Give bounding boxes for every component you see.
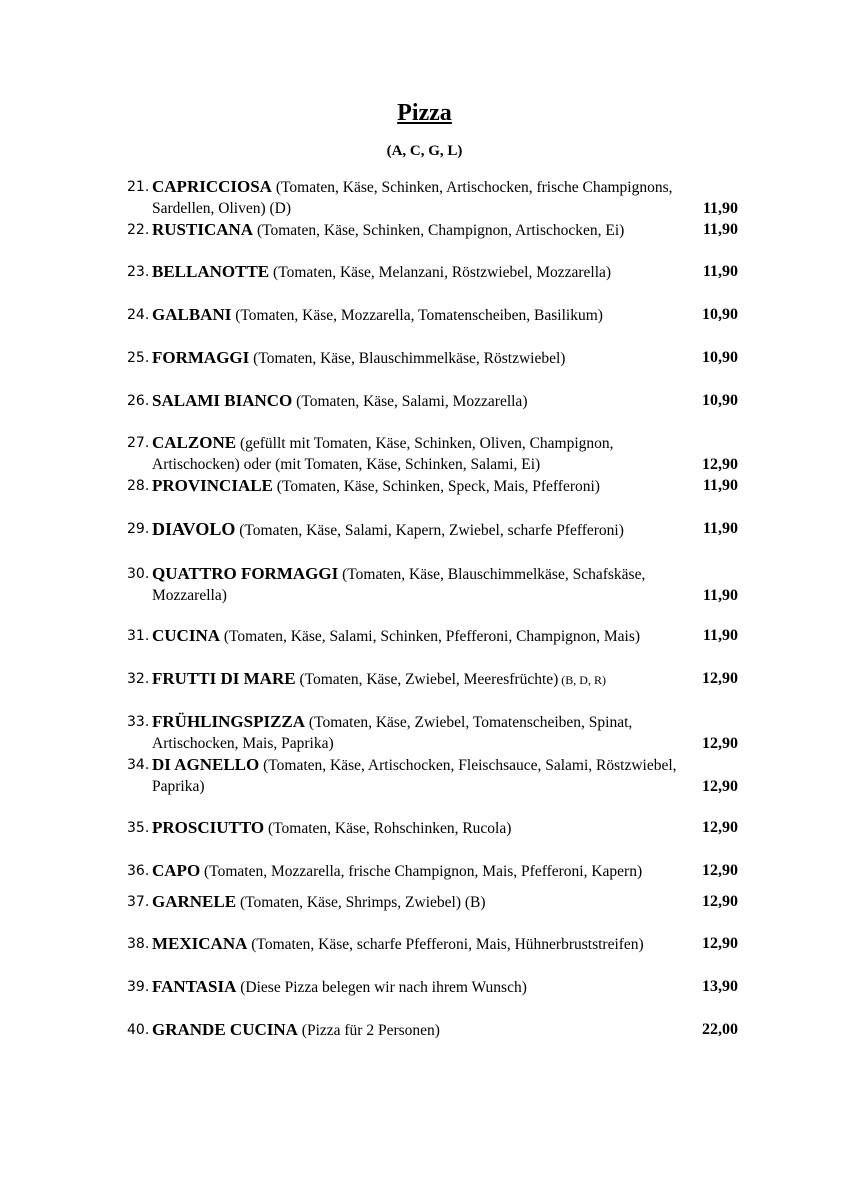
item-description: (Diese Pizza belegen wir nach ihrem Wunsch) bbox=[236, 979, 527, 996]
item-description: (Tomaten, Käse, Schinken, Speck, Mais, Pfefferoni) bbox=[272, 478, 600, 495]
item-name: PROSCIUTTO bbox=[152, 818, 265, 837]
item-name: CALZONE bbox=[152, 433, 237, 452]
item-price: 22,00 bbox=[700, 1019, 738, 1041]
item-price: 12,90 bbox=[700, 817, 738, 839]
item-name: CUCINA bbox=[152, 626, 220, 645]
item-number: 39. bbox=[127, 979, 150, 995]
item-price: 10,90 bbox=[700, 304, 738, 326]
item-name: GRANDE CUCINA bbox=[152, 1020, 298, 1039]
item-price: 12,90 bbox=[700, 733, 738, 755]
item-description-cont: Mozzarella) bbox=[152, 587, 227, 604]
item-name: FORMAGGI bbox=[152, 348, 250, 367]
item-price: 12,90 bbox=[700, 891, 738, 913]
item-number: 23. bbox=[127, 264, 150, 280]
item-description: (Tomaten, Käse, Schinken, Artischocken, frische Champignons, bbox=[271, 179, 673, 196]
item-allergens: (B, D, R) bbox=[558, 673, 606, 687]
item-description-cont: Artischocken, Mais, Paprika) bbox=[152, 735, 334, 752]
item-description-cont: Paprika) bbox=[152, 778, 205, 795]
page-title: Pizza bbox=[397, 100, 452, 126]
item-description: (Tomaten, Käse, Blauschimmelkäse, Schafskäse, bbox=[338, 566, 646, 583]
item-description: (Tomaten, Käse, Melanzani, Röstzwiebel, Mozzarella) bbox=[269, 264, 612, 281]
item-number: 21. bbox=[127, 179, 150, 195]
item-name: CAPO bbox=[152, 861, 201, 880]
item-price: 11,90 bbox=[701, 518, 738, 540]
item-description: (Tomaten, Käse, Salami, Mozzarella) bbox=[292, 393, 528, 410]
item-price: 11,90 bbox=[701, 219, 738, 241]
item-number: 31. bbox=[127, 628, 150, 644]
item-description: (Tomaten, Käse, Schinken, Champignon, Artischocken, Ei) bbox=[253, 222, 625, 239]
item-number: 25. bbox=[127, 350, 150, 366]
item-name: BELLANOTTE bbox=[152, 262, 270, 281]
item-description: (Tomaten, Käse, Shrimps, Zwiebel) (B) bbox=[236, 894, 486, 911]
item-price: 13,90 bbox=[700, 976, 738, 998]
item-price: 11,90 bbox=[701, 261, 738, 283]
item-price: 12,90 bbox=[700, 860, 738, 882]
allergen-codes: (A, C, G, L) bbox=[386, 143, 463, 159]
item-price: 11,90 bbox=[701, 475, 738, 497]
item-price: 10,90 bbox=[700, 347, 738, 369]
item-price: 12,90 bbox=[700, 776, 738, 798]
item-price: 12,90 bbox=[700, 668, 738, 690]
item-number: 35. bbox=[127, 820, 150, 836]
item-number: 40. bbox=[127, 1022, 150, 1038]
item-name: MEXICANA bbox=[152, 934, 248, 953]
item-name: RUSTICANA bbox=[152, 220, 254, 239]
item-number: 30. bbox=[127, 566, 150, 582]
item-name: GARNELE bbox=[152, 892, 237, 911]
item-name: CAPRICCIOSA bbox=[152, 177, 272, 196]
item-number: 27. bbox=[127, 435, 150, 451]
item-number: 24. bbox=[127, 307, 150, 323]
item-number: 32. bbox=[127, 671, 150, 687]
item-name: GALBANI bbox=[152, 305, 232, 324]
item-description-cont: Sardellen, Oliven) (D) bbox=[152, 200, 292, 217]
item-description: (Tomaten, Käse, scharfe Pfefferoni, Mais, Hühnerbruststreifen) bbox=[247, 936, 644, 953]
item-number: 34. bbox=[127, 757, 150, 773]
item-description: (Tomaten, Käse, Rohschinken, Rucola) bbox=[264, 820, 512, 837]
item-description: (gefüllt mit Tomaten, Käse, Schinken, Oliven, Champignon, bbox=[236, 435, 614, 452]
item-description: (Tomaten, Mozzarella, frische Champignon, Mais, Pfefferoni, Kapern) bbox=[200, 863, 643, 880]
item-number: 29. bbox=[127, 521, 150, 537]
item-number: 22. bbox=[127, 222, 150, 238]
item-description: (Tomaten, Käse, Salami, Schinken, Pfefferoni, Champignon, Mais) bbox=[220, 628, 641, 645]
item-price: 11,90 bbox=[701, 625, 738, 647]
item-name: DI AGNELLO bbox=[152, 755, 260, 774]
item-description-cont: Artischocken) oder (mit Tomaten, Käse, Schinken, Salami, Ei) bbox=[152, 456, 541, 473]
item-description: (Tomaten, Käse, Blauschimmelkäse, Röstzwiebel) bbox=[249, 350, 566, 367]
item-number: 36. bbox=[127, 863, 150, 879]
item-number: 37. bbox=[127, 894, 150, 910]
item-description: (Tomaten, Käse, Zwiebel, Meeresfrüchte) bbox=[295, 671, 559, 688]
item-number: 28. bbox=[127, 478, 150, 494]
item-price: 12,90 bbox=[700, 933, 738, 955]
item-description: (Tomaten, Käse, Artischocken, Fleischsauce, Salami, Röstzwiebel, bbox=[259, 757, 677, 774]
item-name: FRÜHLINGSPIZZA bbox=[152, 712, 306, 731]
item-price: 11,90 bbox=[701, 198, 738, 220]
item-description: (Tomaten, Käse, Zwiebel, Tomatenscheiben, Spinat, bbox=[305, 714, 633, 731]
item-description: (Pizza für 2 Personen) bbox=[297, 1022, 440, 1039]
item-price: 11,90 bbox=[701, 585, 738, 607]
item-number: 38. bbox=[127, 936, 150, 952]
item-price: 12,90 bbox=[700, 454, 738, 476]
item-description: (Tomaten, Käse, Mozzarella, Tomatenscheiben, Basilikum) bbox=[231, 307, 603, 324]
item-name: SALAMI BIANCO bbox=[152, 391, 293, 410]
item-price: 10,90 bbox=[700, 390, 738, 412]
item-name: QUATTRO FORMAGGI bbox=[152, 564, 339, 583]
item-name: DIAVOLO bbox=[152, 519, 236, 539]
item-name: PROVINCIALE bbox=[152, 476, 273, 495]
item-name: FRUTTI DI MARE bbox=[152, 669, 296, 688]
item-number: 26. bbox=[127, 393, 150, 409]
item-description: (Tomaten, Käse, Salami, Kapern, Zwiebel, scharfe Pfefferoni) bbox=[235, 522, 624, 539]
item-name: FANTASIA bbox=[152, 977, 237, 996]
item-number: 33. bbox=[127, 714, 150, 730]
